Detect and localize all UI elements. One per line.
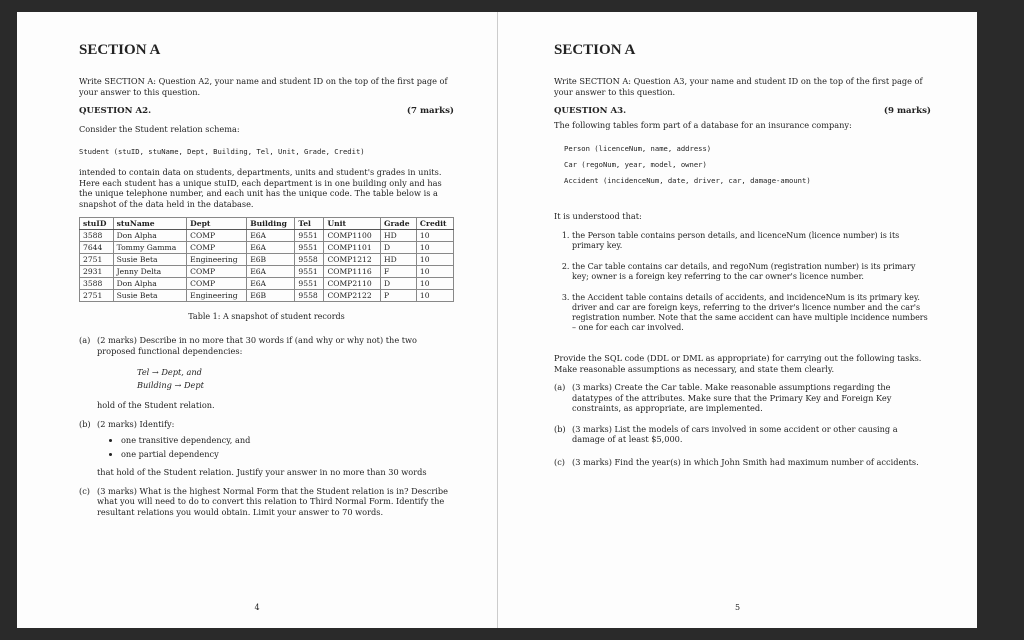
cell: 9551 [295,230,324,242]
cell: E6A [247,266,295,278]
cell: 2751 [80,290,114,302]
part-b [554,424,931,445]
cell: Engineering [187,254,247,266]
relation-car: Car (regoNum, year, model, owner) [564,159,707,169]
part-a [79,335,454,392]
cell: 2931 [80,266,114,278]
question-marks: (7 marks) [406,106,454,116]
relation-list [564,141,931,189]
question-marks: (9 marks) [883,106,931,116]
part-a-hold: hold of the Student relation. [97,400,215,410]
cell: E6A [247,278,295,290]
cell: Tommy Gamma [113,242,187,254]
fd-2: Building → Dept [137,380,204,390]
cell: D [380,278,416,290]
list-item: • one partial dependency [121,447,454,461]
cell: 3588 [80,230,114,242]
cell: 10 [416,290,453,302]
column-header: Credit [416,218,453,230]
part-a-text: (2 marks) Describe in no more that 30 words if (and why or why not) the two proposed functional dependencies: [97,335,417,356]
cell: COMP1116 [324,266,381,278]
consider-text: Consider the Student relation schema: [79,124,240,134]
cell: 9551 [295,242,324,254]
cell: COMP1212 [324,254,381,266]
relation-schema: Student (stuID, stuName, Dept, Building, Tel, Unit, Grade, Credit) [79,146,365,156]
cell: 10 [416,278,453,290]
part-c [79,486,454,518]
cell: COMP [187,266,247,278]
cell: COMP2122 [324,290,381,302]
cell: Susie Beta [113,254,187,266]
part-c [554,457,931,468]
tables-intro: The following tables form part of a database for an insurance company: [554,120,852,130]
part-label: (c) [554,456,565,467]
relation-accident: Accident (incidenceNum, date, driver, car, damage-amount) [564,175,811,185]
cell: 10 [416,242,453,254]
column-header: Dept [187,218,247,230]
question-title: QUESTION A3. [554,106,627,116]
cell: COMP2110 [324,278,381,290]
cell: 3588 [80,278,114,290]
part-label: (c) [79,485,90,496]
table-caption: Table 1: A snapshot of student records [188,312,345,321]
cell: 10 [416,230,453,242]
column-header: stuName [113,218,187,230]
cell: COMP [187,230,247,242]
relation-person: Person (licenceNum, name, address) [564,143,712,153]
page-number: 5 [734,603,741,612]
column-header: stuID [80,218,114,230]
table-header-row [80,218,454,230]
cell: 9551 [295,278,324,290]
cell: COMP1100 [324,230,381,242]
section-heading: SECTION A [79,42,161,58]
table-row [80,242,454,254]
part-b [79,419,454,478]
cell: P [380,290,416,302]
cell: Don Alpha [113,230,187,242]
functional-dependencies [137,366,454,392]
question-header [79,106,454,116]
cell: E6A [247,230,295,242]
cell: Engineering [187,290,247,302]
part-a [554,382,931,414]
table-row [80,254,454,266]
cell: COMP [187,242,247,254]
part-a-text: (3 marks) Create the Car table. Make reasonable assumptions regarding the datatypes of the attributes. Make sure that the Primary Key and Foreign Key constraints, as appropriate, are implemented. [572,382,892,413]
cell: E6A [247,242,295,254]
column-header: Unit [324,218,381,230]
list-item: • one transitive dependency, and [121,433,454,447]
column-header: Tel [295,218,324,230]
part-b-after: that hold of the Student relation. Justify your answer in no more than 30 words [97,467,427,477]
part-b-list [121,433,454,461]
understood-list [554,231,931,333]
cell: 7644 [80,242,114,254]
understood-text: It is understood that: [554,210,642,221]
question-header [554,106,931,116]
cell: 10 [416,266,453,278]
list-item: 2. the Car table contains car details, and regoNum (registration number) is its primary key; owner is a foreign key referring to the car owner's licence number. [572,262,931,282]
part-label: (a) [554,382,566,392]
cell: HD [380,254,416,266]
part-b-text: (3 marks) List the models of cars involved in some accident or other causing a damage of at least $5,000. [572,423,898,444]
page-5 [497,12,977,628]
table-row [80,230,454,242]
part-c-text: (3 marks) Find the year(s) in which John Smith had maximum number of accidents. [572,456,919,467]
page-number: 4 [254,603,260,612]
cell: E6B [247,290,295,302]
page-4 [17,12,497,628]
fd-1: Tel → Dept, and [137,367,202,377]
part-label: (a) [79,335,91,345]
cell: Jenny Delta [113,266,187,278]
cell: F [380,266,416,278]
cell: HD [380,230,416,242]
part-b-text: (2 marks) Identify: [97,418,175,429]
part-label: (b) [79,418,91,429]
provide-text: Provide the SQL code (DDL or DML as appropriate) for carrying out the following tasks. Make reasonable assumptions as necessary, and state them clearly. [554,353,922,374]
question-title: QUESTION A2. [79,106,152,116]
cell: D [380,242,416,254]
cell: Susie Beta [113,290,187,302]
cell: COMP1101 [324,242,381,254]
table-row [80,266,454,278]
cell: COMP [187,278,247,290]
part-c-text: (3 marks) What is the highest Normal Form that the Student relation is in? Describe what you will need to do to convert this relation to Third Normal Form. Identify the resultant relations you would obtain. Limit your answer to 70 words. [97,485,448,517]
cell: 2751 [80,254,114,266]
cell: 9551 [295,266,324,278]
cell: 9558 [295,290,324,302]
schema-description: intended to contain data on students, departments, units and student's grades in units. Here each student has a unique stuID, each department is in one building only and has the unique telephone number, and each unit has the unique code. The table below is a snapshot of the data held in the database. [79,167,442,209]
column-header: Grade [380,218,416,230]
section-heading: SECTION A [554,42,636,58]
instructions: Write SECTION A: Question A3, your name and student ID on the top of the first page of your answer to this question. [554,76,923,97]
student-records-table [79,217,454,302]
instructions: Write SECTION A: Question A2, your name and student ID on the top of the first page of your answer to this question. [79,76,448,97]
list-item: 1. the Person table contains person details, and licenceNum (licence number) is its primary key. [572,231,931,251]
cell: 10 [416,254,453,266]
cell: Don Alpha [113,278,187,290]
table-row [80,290,454,302]
cell: E6B [247,254,295,266]
column-header: Building [247,218,295,230]
list-item: 3. the Accident table contains details of accidents, and incidenceNum is its primary key. driver and car are foreign keys, referring to the driver's licence number and the car's registration number. Note that the same accident can have multiple incidence numbers – one for each car involved. [572,293,931,333]
table-row [80,278,454,290]
part-label: (b) [554,423,566,434]
cell: 9558 [295,254,324,266]
